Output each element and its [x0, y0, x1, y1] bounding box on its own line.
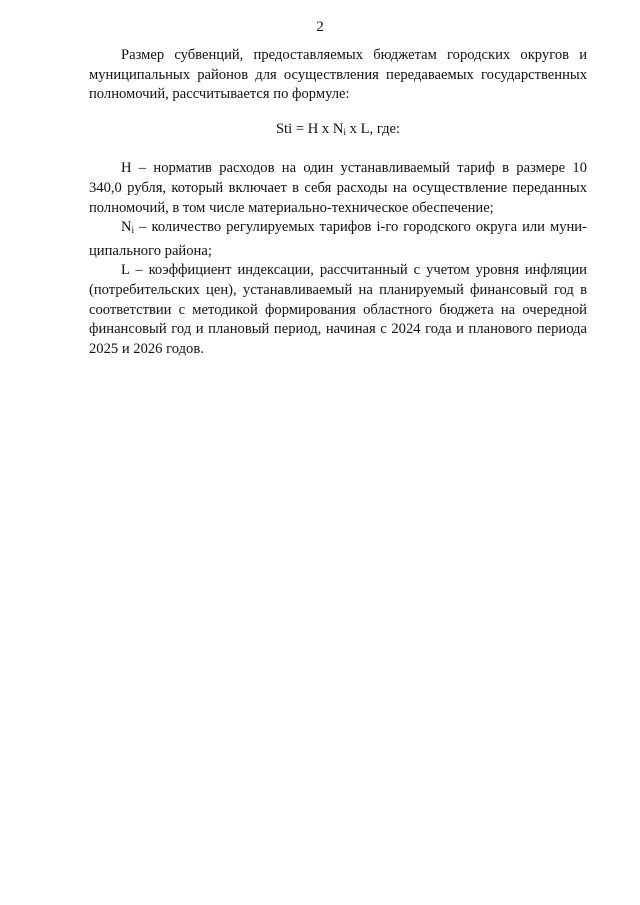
document-body	[89, 46, 587, 359]
formula-n-subscript: i	[343, 127, 347, 138]
formula-times-1: х	[318, 120, 333, 137]
definition-n-symbol: N	[121, 219, 132, 236]
intro-paragraph: Размер субвенций, предоставляемых бюджетам городских округов и муниципальных районов для осуществления передаваемых государственных полномочий, рассчитывается по формуле:	[89, 47, 587, 103]
formula-times-2: х	[346, 120, 361, 137]
definition-h: Н – норматив расходов на один устанавливаемый тариф в размере 10 340,0 рубля, который включает в себя расходы на осуществление переданных полномочий, в том числе материально-техническое обеспечение;	[89, 160, 587, 216]
definition-n-subscript: i	[131, 226, 135, 237]
formula-equals: =	[292, 120, 308, 137]
definition-l: L – коэффициент индексации, рассчитанный с учетом уровня инфляции (потребительских цен), устанавливаемый на планируемый финансовый год в соответствии с методикой формирования областного бюджета на очередной финансовый год и плановый период, начиная с 2024 года и планового периода 2025 и 2026 годов.	[89, 262, 587, 357]
formula-l: L	[360, 120, 370, 137]
formula-tail: , где:	[369, 120, 401, 137]
formula	[89, 120, 587, 144]
formula-n: N	[332, 120, 344, 137]
definition-n	[89, 218, 587, 261]
definition-n-text: – количество регулируемых тарифов i-го городского округа или муниципального района;	[89, 219, 587, 259]
formula-lhs: Sti	[275, 120, 293, 137]
formula-h: Н	[307, 120, 319, 137]
page-number: 2	[316, 19, 324, 35]
